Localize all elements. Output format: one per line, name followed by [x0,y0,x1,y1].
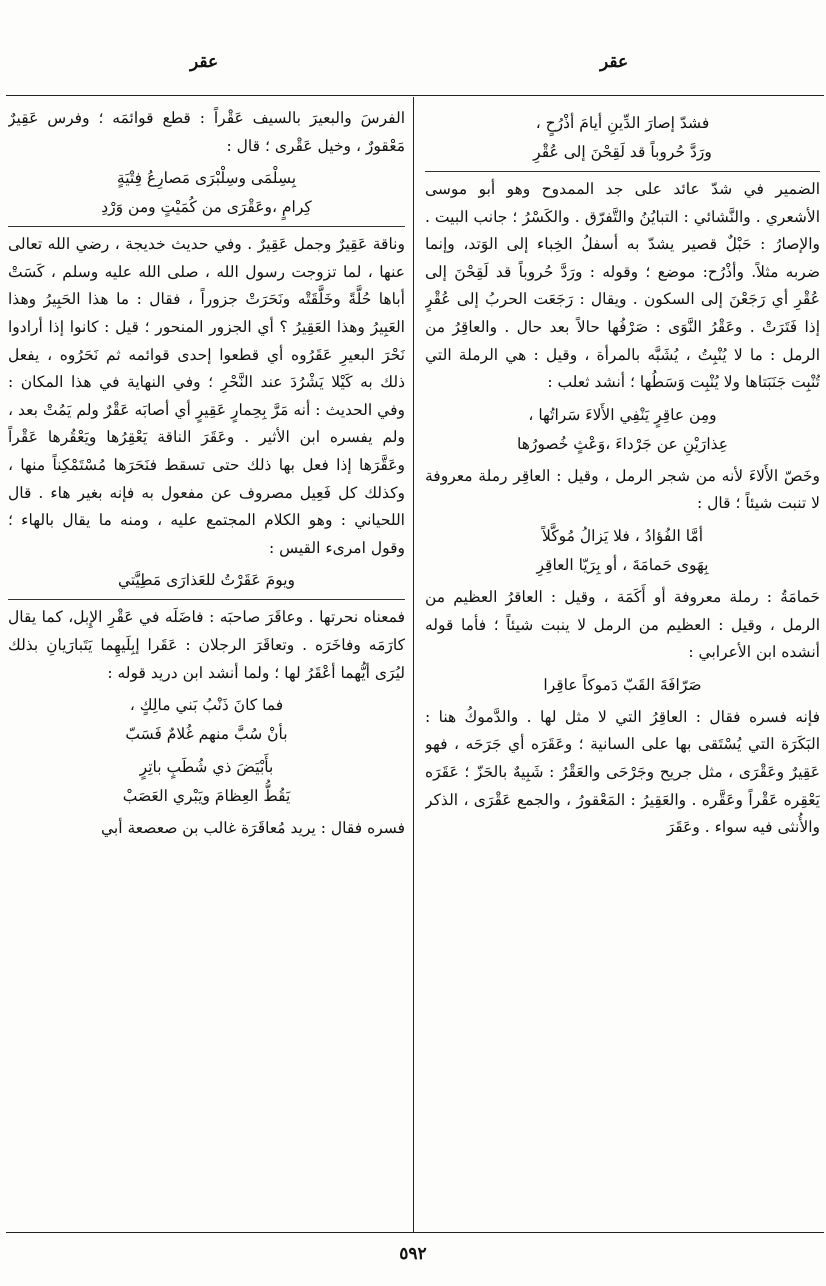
paragraph: فمعناه نحرتها . وعاقَرَ صاحبَه : فاضَلَه في عَقْرِ الإِبل، كما يقال كارَمَه وفاخَرَه . وتعاقَرَ الرجلان : عَقَرا إبِلَيهِما يَتَبارَيانِ بذلك ليُرَى أيُّهما أعْقَرُ لها ؛ ولما أنشد ابن دريد قوله : [8,608,405,682]
paragraph: الفرسَ والبعيرَ بالسيف عَقْراً : قطع قوائمَه ؛ وفرس عَقِيرٌ مَعْقورٌ ، وخيل عَقْرى ؛ قال : [8,109,405,155]
paragraph: فسره فقال : يريد مُعاقَرَة غالب بن صعصعة أبي [101,819,405,838]
verse-line: يَقُطُّ العِظامَ ويَبْري العَصَبْ [122,787,291,806]
header-entry-word-right: عقر [600,52,629,72]
verse-block [8,164,405,222]
right-column [425,105,820,1227]
verse-line: بِهَوى حَمامَةَ ، أو بِرَيّا العاقِرِ [536,555,709,574]
verse-block [425,401,820,459]
verse-line: فما كانَ ذَنْبُ بَني مالِكٍ ، [129,696,284,715]
footer-rule [6,1232,824,1233]
verse-line: بأنْ سُبَّ منهم غُلامٌ فَسَبّ [125,725,288,744]
verse-line: أمَّا الفُؤادُ ، فلا يَزالُ مُوكَّلاً [541,526,704,545]
column-divider [413,97,414,1232]
verse-block [425,109,820,167]
header-rule [6,95,824,96]
verse-block [425,522,820,580]
section-separator [8,599,405,600]
paragraph: فإنه فسره فقال : العاقِرُ التي لا مثل لها . والدَّموكُ هنا : البَكَرَة التي يُسْتَقى بها على السانية ؛ وعَقَرَه أي جَرَحَه ، فهو عَقِيرٌ وعَقْرَى ، مثل جريح وجَرْحَى والعَقْرُ : شَبِيهٌ بالحَزّ ؛ عَقَرَه يَعْقِره عَقْراً وعَقَّره . والعَقِيرُ : المَعْقورُ ، والجمع عَقْرَى ، الذكر والأُنثى فيه سواء . وعَقَرَ [425,707,820,837]
verse-line: ويومَ عَقَرْتُ للعَذارَى مَطِيَّتي [117,571,296,590]
verse-block [8,691,405,749]
verse-line: صَرّافَةَ القَبّ دَموكاً عاقِرا [543,675,702,694]
verse-block [8,566,405,595]
section-separator [8,226,405,227]
paragraph: وناقة عَقِيرٌ وجمل عَقِيرٌ . وفي حديث خديجة ، رضي الله تعالى عنها ، لما تزوجت رسول الله ، صلى الله عليه وسلم ، كَسَتْ أباها حُلَّةً وخَلَّقَتْه ونَحَرَتْ جزوراً ، فقال : ما هذا الحَبِيرُ وهذا العَبِيرُ وهذا العَقِيرُ ؟ أي الجزور المنحور ؛ قيل : كانوا إذا أرادوا نَحْرَ البعيرِ عَقَرُوه أي قطعوا إحدى قوائمه ثم نَحَرُوه ، يفعل ذلك به كَيْلا يَشْرُدَ عند النَّحْرِ ؛ وفي النهاية في هذا المكان : وفي الحديث : أنه مَرَّ بِحِمارٍ عَقِيرٍ أي أصابَه عَقْرٌ ولم يَمُتْ بعد ، ولم يفسره ابن الأثير . وعَقَرَ الناقة يَعْقِرُها ويَعْقُرها عَقْراً وعَقَّرَها إذا فعل بها ذلك حتى تسقط فنَحَرَها مُسْتَمْكِناً منها ، وكذلك كل فَعِيل مصروف عن مفعول به فإنه بغير هاء . قال اللحياني : وهو الكلام المجتمع عليه ، ومنه ما يقال بالهاء ؛ وقول امرىء القيس : [8,235,405,557]
verse-line: فشدّ إصارَ الدِّينِ أيامَ أذْرُحٍ ، [535,114,710,132]
paragraph: حَمامَةُ : رملة معروفة أو أَكَمَة ، وقيل : العاقرُ العظيم من الرمل ، وقيل : العظيم من الرمل لا ينبت شيئاً ؛ فأما قوله أنشده ابن الأعرابي : [425,587,820,662]
verse-block [425,671,820,700]
verse-line: بِسِلْمَى وسِلْبْرَى مَصارِعُ فِتْيَةٍ [116,169,297,188]
left-column [8,105,405,1227]
verse-line: كِرامٍ ،وعَقْرَى من كُمَيْتٍ ومن وَرْدِ [101,198,312,217]
verse-line: عِذارَيْنِ عن جَرْداءَ ،وَعْثٍ خُصورُها [516,434,729,453]
header-entry-word-left: عقر [190,52,219,72]
verse-line: ومِن عاقِرٍ يَنْفِي الأَلاءَ سَراتُها ، [528,405,717,424]
section-separator [425,171,820,172]
verse-line: ورَدَّ حُروباً قد لَقِحْنَ إلى عُقْرِ [533,143,712,161]
verse-block [8,753,405,811]
paragraph: الضمير في شدّ عائد على جد الممدوح وهو أبو موسى الأشعري . والنَّشائي : التبايُنُ والتَّفرّق . والكَسْرُ ؛ جانب البيت . والإصارُ : حَبْلٌ قصير يشدّ به أسفلُ الخِباء إلى الوَتد، وإنما ضربه مثلاً. وأذْرُح: موضع ؛ وقوله : ورَدَّ حُروباً قد لَقِحْنَ إلى عُقْرِ أي رَجَعْنَ إلى السكون . ويقال : رَجَعَت الحربُ إلى عُقْرٍ إذا فَتَرَتْ . وعَقْرُ النَّوَى : صَرْفُها حالاً بعد حال . والعاقِرُ من الرمل : ما لا يُنْبِتُ ، يُشَبَّه بالمرأة ، وقيل : هي الرملة التي تُنْبِت جَنَبَتاها ولا يُنْبِت وَسَطُها ؛ أنشد ثعلب : [425,180,820,392]
page-number: ٥٩٢ [399,1244,427,1264]
verse-line: بأَبْيَضَ ذي شُطَبٍ باتِرٍ [139,758,274,777]
paragraph: وخَصّ الأَلاءَ لأنه من شجر الرمل ، وقيل : العاقِر رملة معروفة لا تنبت شيئاً ؛ قال : [425,466,820,513]
page-header [0,52,826,92]
